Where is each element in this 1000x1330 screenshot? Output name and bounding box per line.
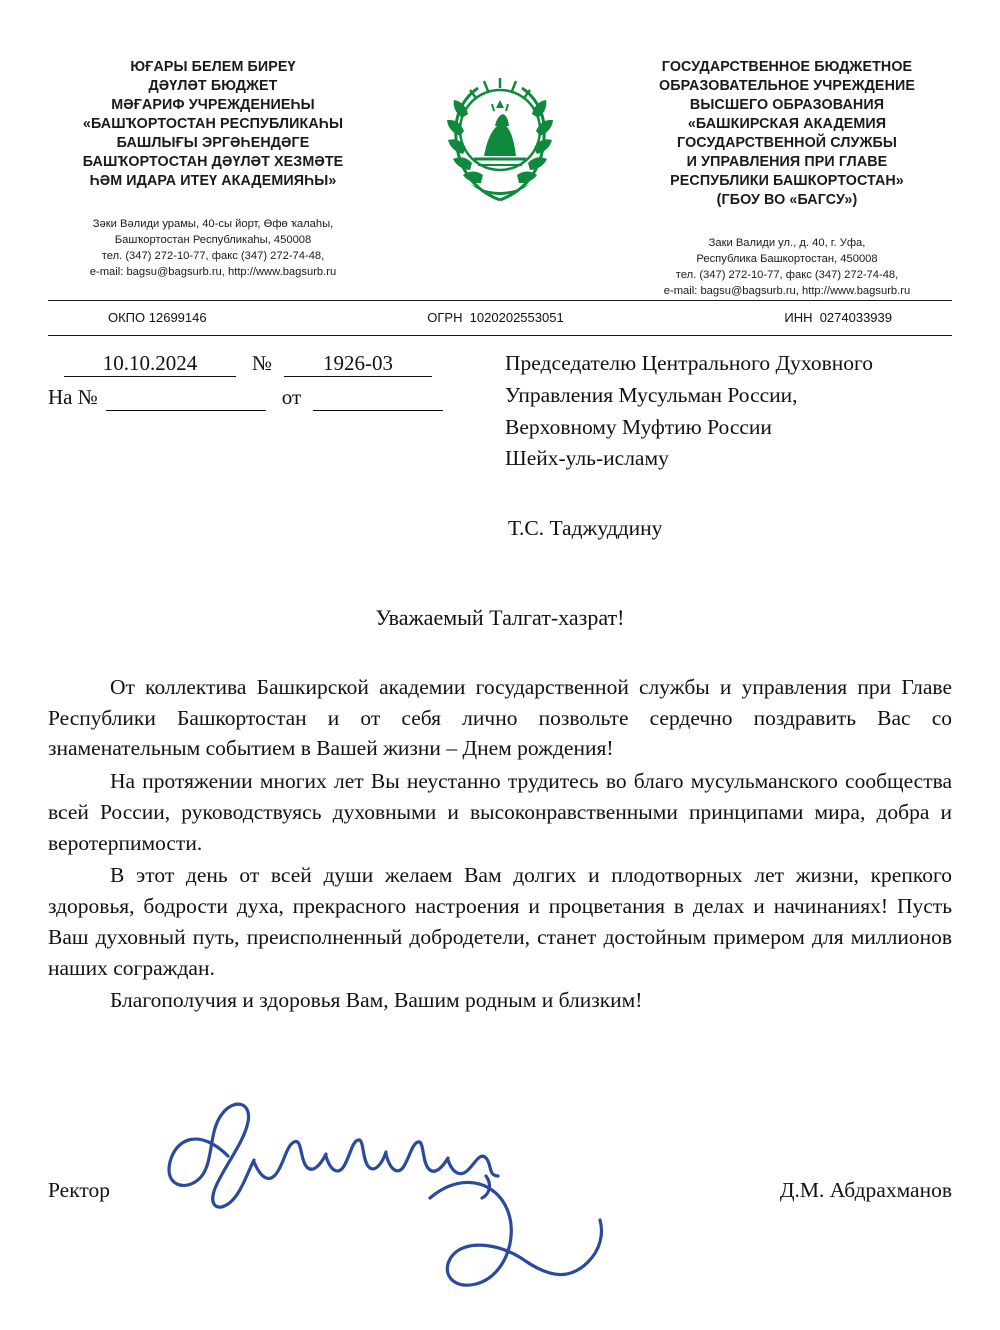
contacts-russian-line: Заки Валиди ул., д. 40, г. Уфа, — [708, 237, 866, 249]
org-name-russian-line: РЕСПУБЛИКИ БАШКОРТОСТАН» — [670, 173, 904, 189]
org-name-bashkir-line: ДӘҮЛӘТ БЮДЖЕТ — [148, 78, 278, 94]
contacts-russian-line: e-mail: bagsu@bagsurb.ru, http://www.bagsurb.ru — [663, 284, 911, 297]
contacts-bashkir-line: тел. (347) 272-10-77, факс (347) 272-74-48, — [101, 249, 325, 262]
reference-block — [48, 348, 478, 416]
addressee-line: Шейх-уль-исламу — [505, 446, 669, 471]
from-label: от — [281, 385, 302, 409]
org-name-bashkir — [48, 58, 378, 191]
salutation: Уважаемый Талгат-хазрат! — [375, 605, 625, 630]
letterhead-rule-bottom — [48, 335, 952, 336]
addressee-name: Т.С. Таджуддину — [508, 516, 663, 541]
contacts-bashkir — [48, 217, 378, 281]
org-name-russian-line: ГОСУДАРСТВЕННОЙ СЛУЖБЫ — [677, 135, 897, 151]
signer-position: Ректор — [48, 1178, 110, 1202]
on-number-label: На № — [48, 385, 98, 409]
body-paragraph: Благополучия и здоровья Вам, Вашим родным и близким! — [110, 988, 643, 1013]
org-name-russian-line: ГОСУДАРСТВЕННОЕ БЮДЖЕТНОЕ — [661, 59, 913, 75]
org-name-russian-line: ОБРАЗОВАТЕЛЬНОЕ УЧРЕЖДЕНИЕ — [658, 78, 916, 94]
contacts-bashkir-line: Башҡортостан Республикаһы, 450008 — [114, 233, 312, 246]
emblem-container — [425, 58, 575, 210]
contacts-russian-line: Республика Башкортостан, 450008 — [696, 252, 878, 265]
org-name-bashkir-line: ҺӘМ ИДАРА ИТЕҮ АКАДЕМИЯҺЫ» — [89, 173, 337, 189]
number-sign: № — [252, 351, 273, 375]
inn-code: ИНН 0274033939 — [784, 310, 892, 325]
signer-name: Д.М. Абдрахманов — [779, 1178, 952, 1202]
incoming-date-field — [313, 384, 443, 411]
org-name-bashkir-line: ЮҒАРЫ БЕЛЕМ БИРЕҮ — [130, 59, 296, 75]
org-name-russian — [622, 58, 952, 210]
contacts-bashkir-line: e-mail: bagsu@bagsurb.ru, http://www.bagsurb.ru — [89, 265, 337, 278]
org-name-russian-line: И УПРАВЛЕНИЯ ПРИ ГЛАВЕ — [686, 154, 888, 170]
letterhead — [48, 58, 952, 300]
ogrn-code: ОГРН 1020202553051 — [427, 310, 564, 325]
org-name-bashkir-line: БАШЛЫҒЫ ЭРГӘҺЕНДӘГЕ — [116, 135, 310, 151]
signature-block — [48, 1178, 952, 1203]
bashkortostan-coat-of-arms-icon — [440, 60, 560, 210]
body-paragraph: От коллектива Башкирской академии государственной службы и управления при Главе Республики Башкортостан и от себя лично позвольте сердечно поздравить Вас со знаменательным событием в Вашей жизни – Днем рождения! — [48, 675, 952, 761]
registration-codes — [48, 310, 952, 329]
addressee-block — [505, 348, 955, 545]
addressee-line: Управления Мусульман России, — [505, 382, 798, 407]
letterhead-right — [622, 58, 952, 300]
reference-row-incoming — [48, 382, 478, 416]
okpo-code: ОКПО 12699146 — [108, 310, 207, 325]
contacts-russian-line: тел. (347) 272-10-77, факс (347) 272-74-48, — [675, 268, 899, 281]
letterhead-rule-top — [48, 300, 952, 301]
org-name-russian-line: ВЫСШЕГО ОБРАЗОВАНИЯ — [689, 97, 885, 113]
org-name-bashkir-line: МӘҒАРИФ УЧРЕЖДЕНИЕҺЫ — [111, 97, 315, 113]
outgoing-number-field: 1926-03 — [284, 350, 432, 377]
addressee-line: Председателю Центрального Духовного — [505, 351, 874, 375]
contacts-russian — [622, 236, 952, 300]
letter-body — [48, 672, 952, 1016]
addressee-line: Верховному Муфтию России — [505, 414, 772, 439]
body-paragraph: На протяжении многих лет Вы неустанно трудитесь во благо мусульманского сообщества всей России, руководствуясь духовными и высоконравственными принципами мира, добра и веротерпимости. — [48, 769, 952, 855]
org-name-bashkir-line: БАШҠОРТОСТАН ДӘҮЛӘТ ХЕЗМӘТЕ — [82, 154, 344, 170]
org-name-russian-line: «БАШКИРСКАЯ АКАДЕМИЯ — [687, 116, 887, 132]
incoming-number-field — [106, 384, 266, 411]
letterhead-left — [48, 58, 378, 281]
org-name-russian-line: (ГБОУ ВО «БАГСУ») — [716, 192, 858, 208]
body-paragraph: В этот день от всей души желаем Вам долгих и плодотворных лет жизни, крепкого здоровья, бодрости духа, прекрасного настроения и процветания в делах и начинаниях! Пусть Ваш духовный путь, преисполненный добродетели, станет достойным примером для миллионов наших сограждан. — [48, 863, 952, 980]
contacts-bashkir-line: Зәки Вәлиди урамы, 40-сы йорт, Өфө ҡалаһы, — [92, 218, 334, 230]
outgoing-date-field: 10.10.2024 — [64, 350, 236, 377]
org-name-bashkir-line: «БАШҠОРТОСТАН РЕСПУБЛИКАҺЫ — [82, 116, 344, 132]
reference-row-outgoing — [48, 348, 478, 382]
